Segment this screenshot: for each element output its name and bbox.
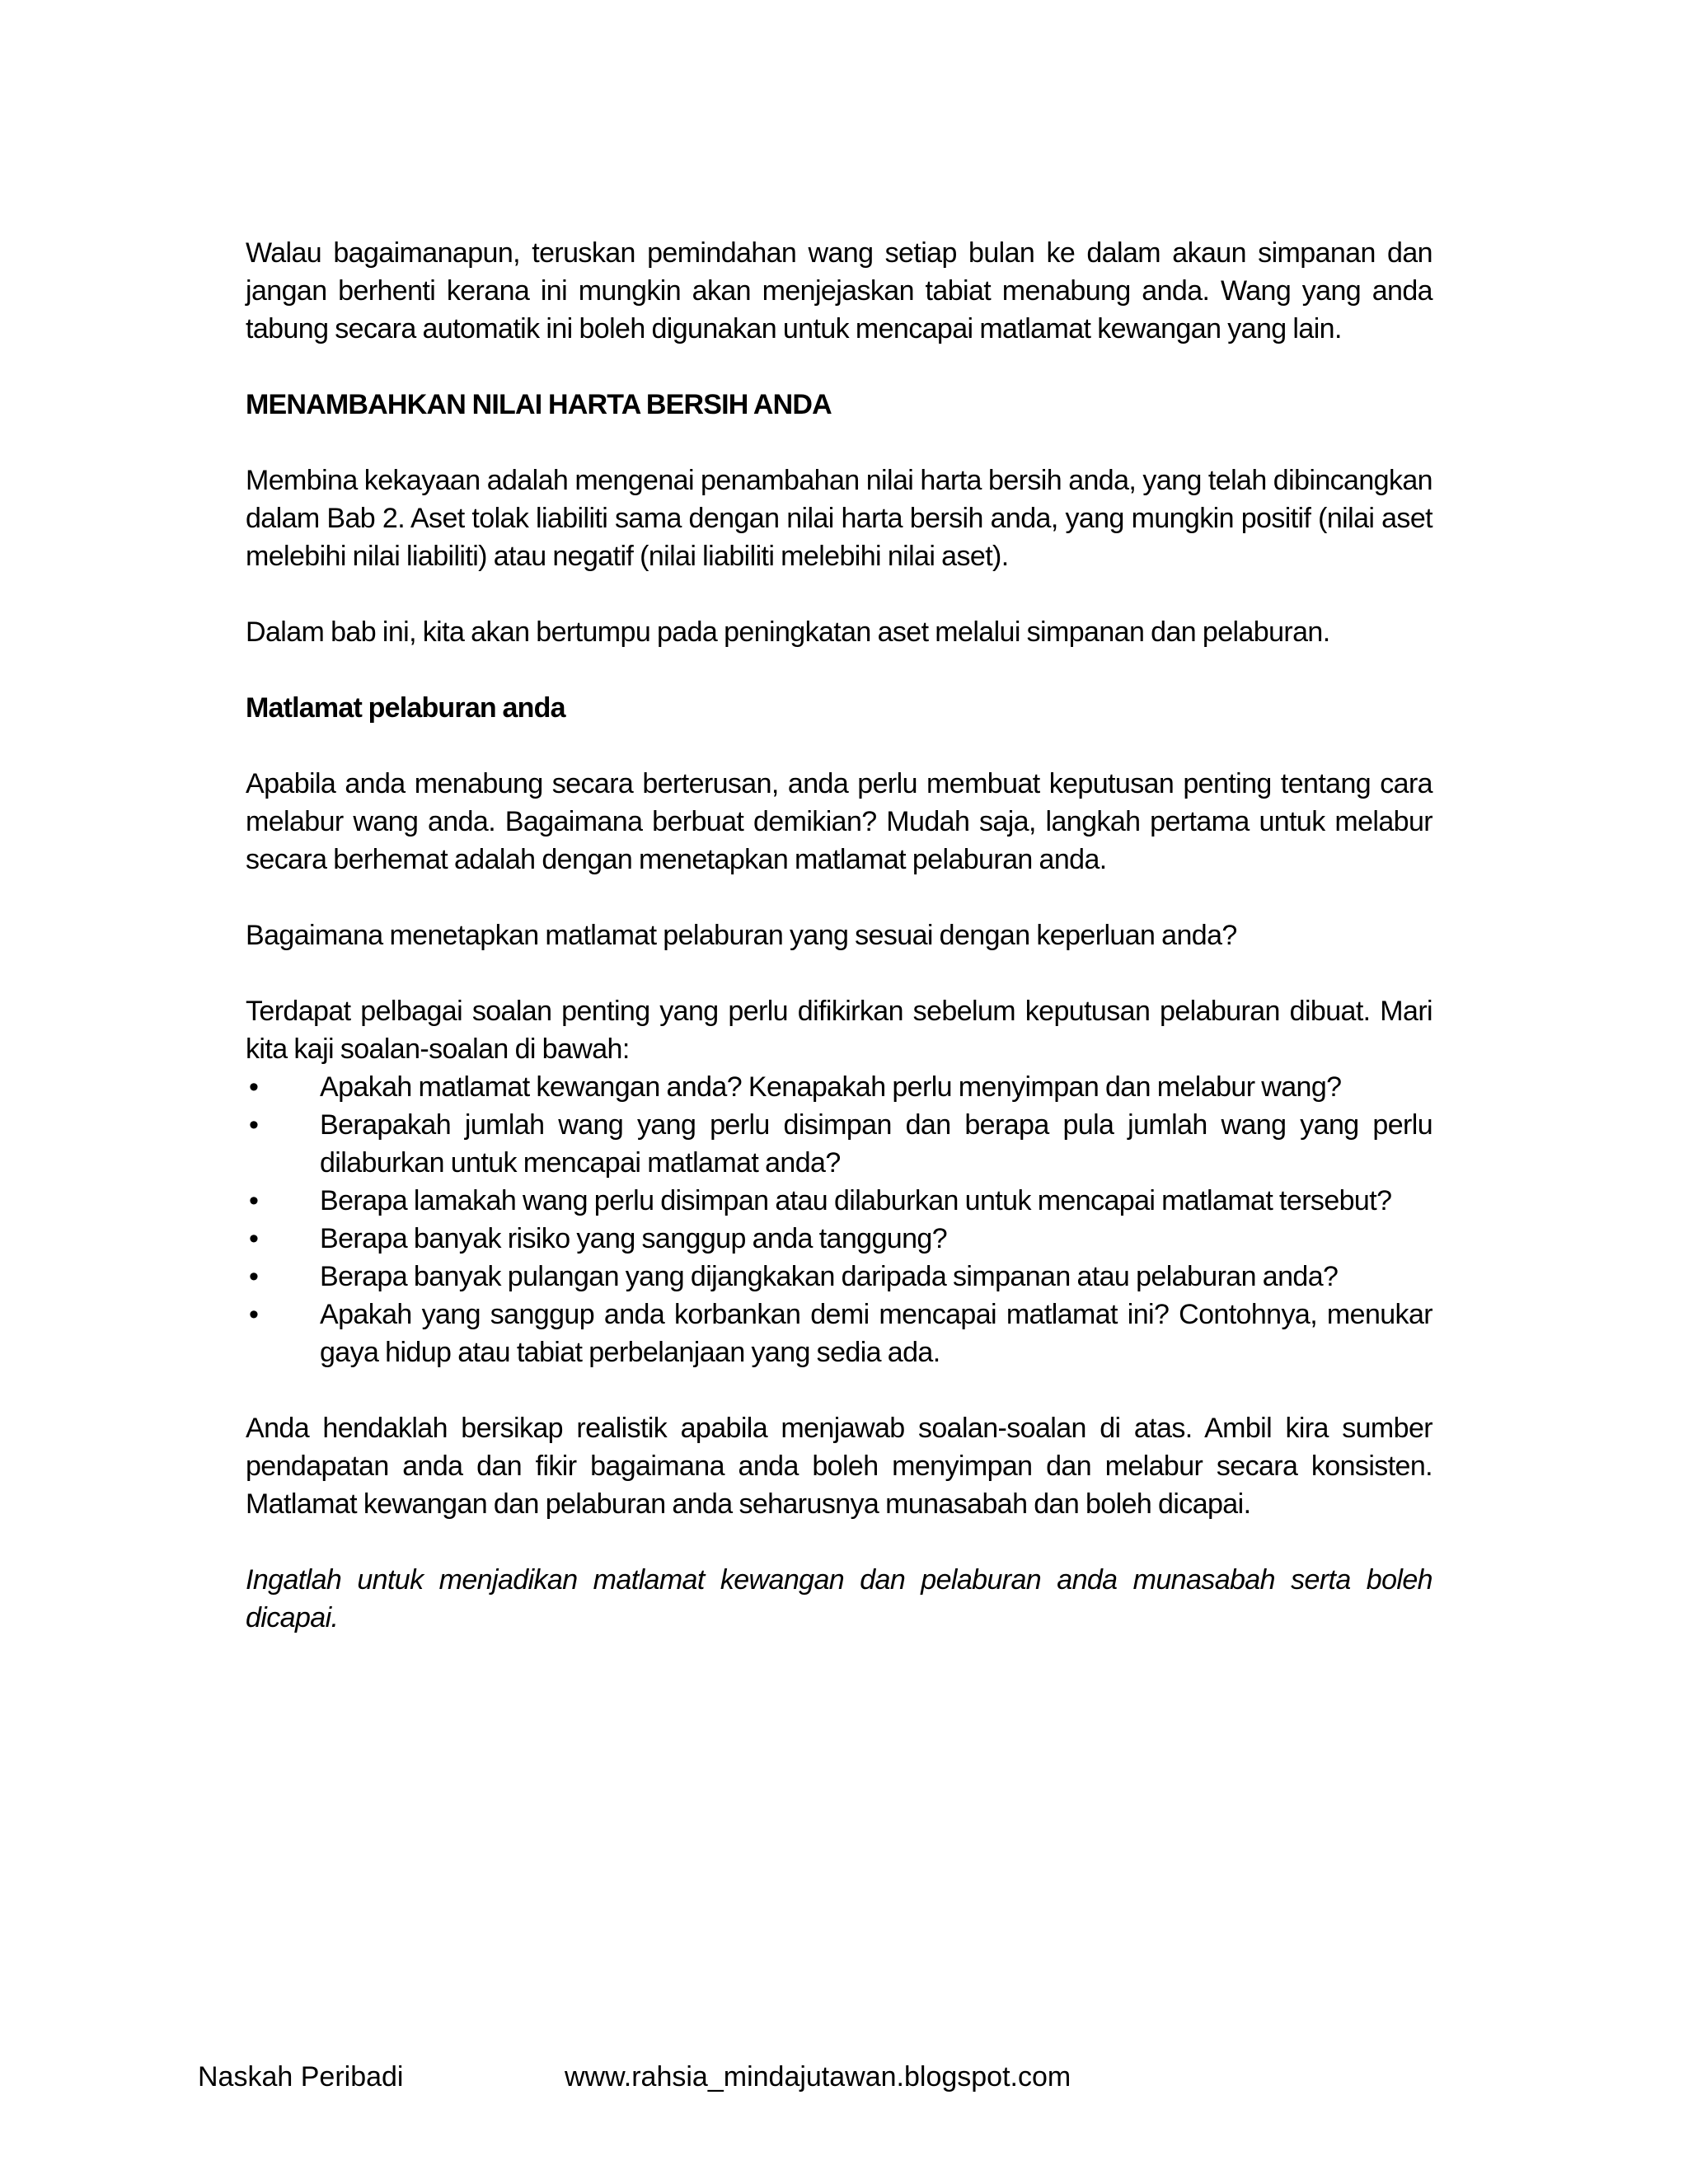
bullet-text: Apakah yang sanggup anda korbankan demi mencapai matlamat ini? Contohnya, menukar gaya hidup atau tabiat perbelanjaan yang sedia ada.	[320, 1299, 1432, 1368]
paragraph-investing-decision: Apabila anda menabung secara berterusan, anda perlu membuat keputusan penting tentang cara melabur wang anda. Bagaimana berbuat demikian? Mudah saja, langkah pertama untuk melabur secara berhemat adalah dengan menetapkan matlamat pelaburan anda.	[246, 768, 1432, 875]
bullet-icon: •	[249, 1261, 259, 1292]
footer-label: Naskah Peribadi	[198, 2061, 404, 2093]
section-heading-net-worth: MENAMBAHKAN NILAI HARTA BERSIH ANDA	[246, 389, 832, 420]
paragraph-reminder-italic: Ingatlah untuk menjadikan matlamat kewangan dan pelaburan anda munasabah serta boleh dicapai.	[246, 1564, 1432, 1633]
bullet-icon: •	[249, 1071, 259, 1103]
bullet-item	[246, 1106, 1432, 1182]
page-body	[246, 234, 1432, 1675]
paragraph-savings-transfer: Walau bagaimanapun, teruskan pemindahan wang setiap bulan ke dalam akaun simpanan dan jangan berhenti kerana ini mungkin akan menjejaskan tabiat menabung anda. Wang yang anda tabung secara automatik ini boleh digunakan untuk mencapai matlamat kewangan yang lain.	[246, 237, 1432, 344]
bullet-text: Berapa banyak risiko yang sanggup anda tanggung?	[320, 1223, 948, 1254]
bullet-text: Berapa lamakah wang perlu disimpan atau dilaburkan untuk mencapai matlamat tersebut?	[320, 1185, 1392, 1216]
bullet-item	[246, 1182, 1432, 1220]
bullet-item	[246, 1296, 1432, 1371]
bullet-text: Berapa banyak pulangan yang dijangkakan daripada simpanan atau pelaburan anda?	[320, 1261, 1339, 1292]
footer-website: www.rahsia_mindajutawan.blogspot.com	[565, 2061, 1071, 2093]
bullet-icon: •	[249, 1223, 259, 1254]
bullet-icon: •	[249, 1109, 259, 1141]
bullet-icon: •	[249, 1299, 259, 1330]
paragraph-building-wealth: Membina kekayaan adalah mengenai penambahan nilai harta bersih anda, yang telah dibincangkan dalam Bab 2. Aset tolak liabiliti sama dengan nilai harta bersih anda, yang mungkin positif (nilai aset melebihi nilai liabiliti) atau negatif (nilai liabiliti melebihi nilai aset).	[246, 465, 1432, 572]
paragraph-be-realistic: Anda hendaklah bersikap realistik apabila menjawab soalan-soalan di atas. Ambil kira sumber pendapatan anda dan fikir bagaimana anda boleh menyimpan dan melabur secara konsisten. Matlamat kewangan dan pelaburan anda seharusnya munasabah dan boleh dicapai.	[246, 1413, 1432, 1520]
bullet-item	[246, 1258, 1432, 1296]
paragraph-setting-goals-question: Bagaimana menetapkan matlamat pelaburan yang sesuai dengan keperluan anda?	[246, 920, 1237, 951]
questions-bullet-list	[246, 1068, 1432, 1371]
paragraph-questions-intro: Terdapat pelbagai soalan penting yang perlu difikirkan sebelum keputusan pelaburan dibuat. Mari kita kaji soalan-soalan di bawah:	[246, 996, 1432, 1065]
subheading-investment-goals: Matlamat pelaburan anda	[246, 692, 565, 724]
paragraph-chapter-focus: Dalam bab ini, kita akan bertumpu pada peningkatan aset melalui simpanan dan pelaburan.	[246, 616, 1330, 648]
bullet-item	[246, 1220, 1432, 1258]
bullet-text: Apakah matlamat kewangan anda? Kenapakah perlu menyimpan dan melabur wang?	[320, 1071, 1342, 1103]
bullet-icon: •	[249, 1185, 259, 1216]
bullet-text: Berapakah jumlah wang yang perlu disimpan dan berapa pula jumlah wang yang perlu dilaburkan untuk mencapai matlamat anda?	[320, 1109, 1432, 1179]
bullet-item	[246, 1068, 1432, 1106]
